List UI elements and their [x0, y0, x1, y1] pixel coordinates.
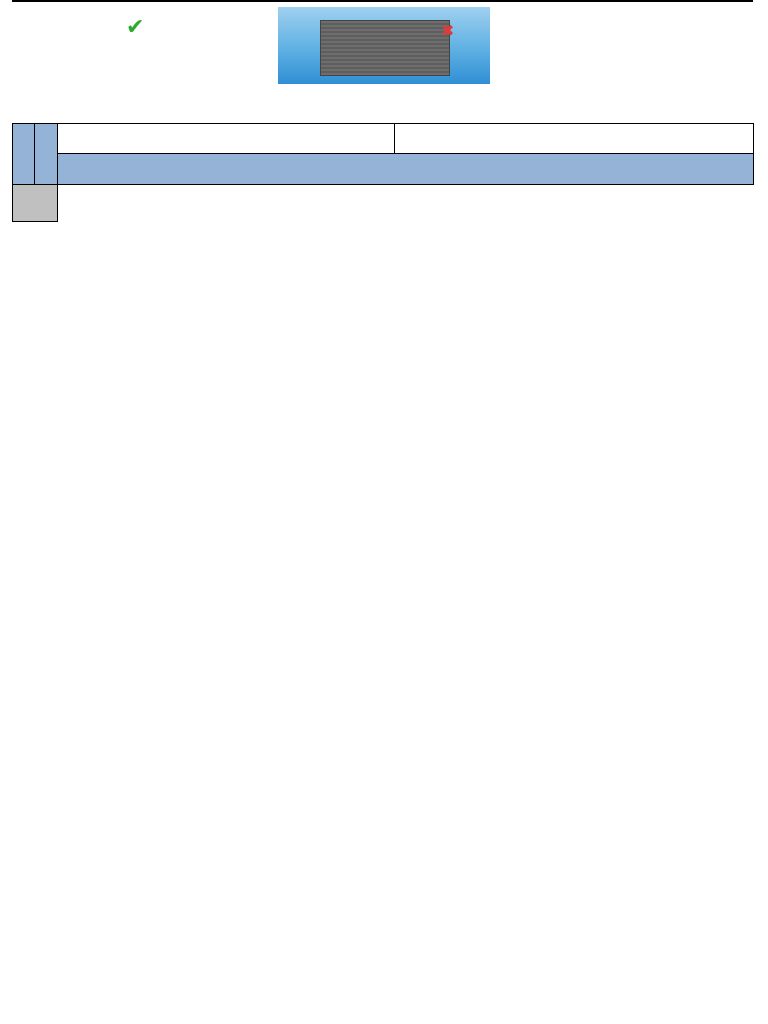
cross-icon: ✖: [441, 21, 455, 40]
legend-box: [12, 0, 753, 40]
month-field[interactable]: [394, 124, 753, 154]
logo-plate: [320, 20, 450, 76]
check-icon: ✔: [126, 15, 145, 40]
header-no: [13, 124, 35, 185]
header-item: [35, 124, 57, 185]
equipment-no-field[interactable]: [57, 124, 394, 154]
company-logo: [278, 7, 490, 84]
checklist-table: [12, 123, 754, 222]
dates-header: [57, 154, 753, 185]
licenses-header: [13, 185, 58, 222]
